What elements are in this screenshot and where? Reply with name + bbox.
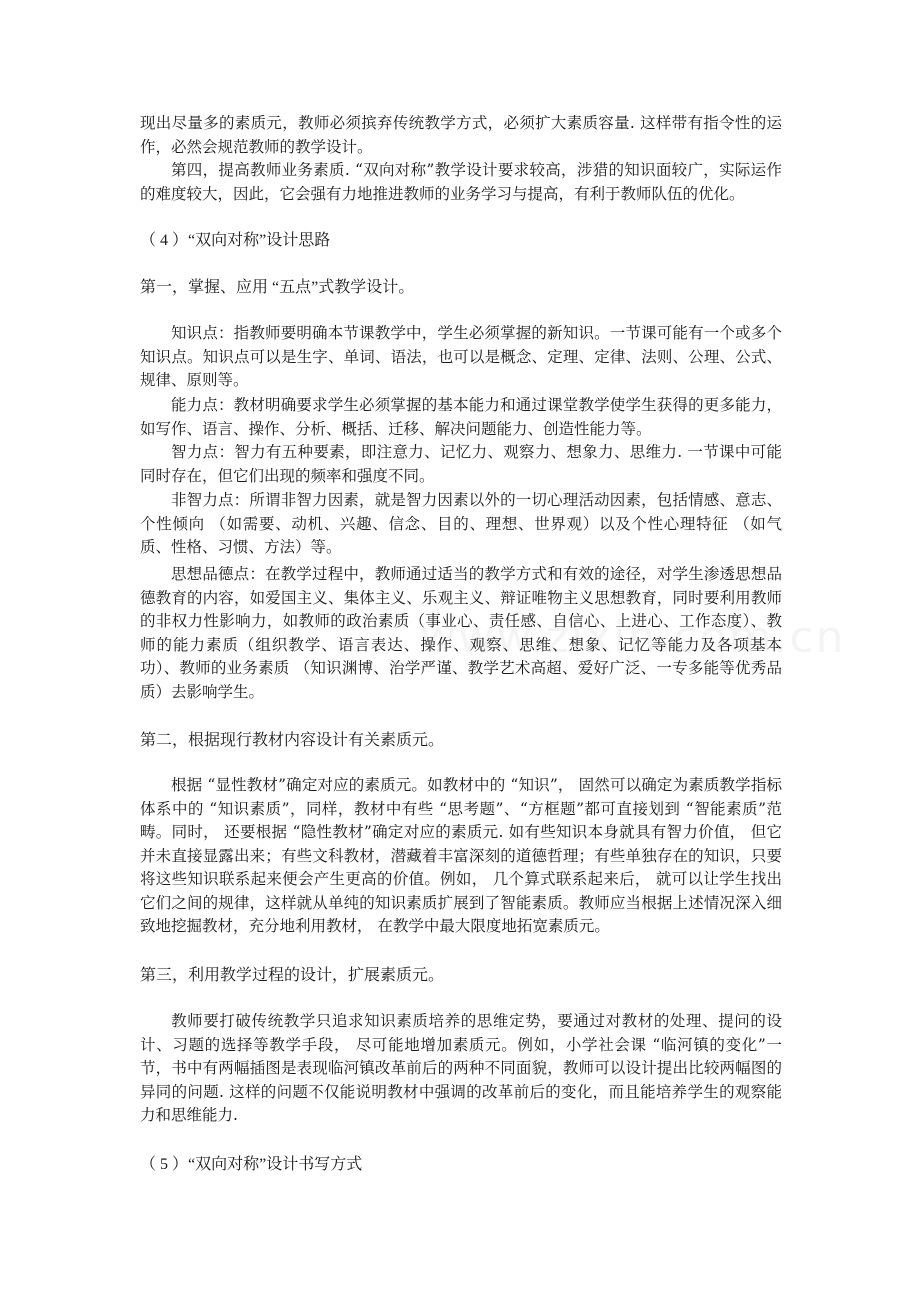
subheading-third: 第三，利用教学过程的设计，扩展素质元。 xyxy=(140,967,445,984)
paragraph-intellect-point: 智力点：智力有五种要素，即注意力、记忆力、观察力、想象力、思维力. 一节课中可能同时存在，但它们出现的频率和强度不同。 xyxy=(140,443,782,485)
section-heading-4: （ 4 ）“双向对称”设计思路 xyxy=(140,232,331,249)
paragraph-knowledge-point: 知识点：指教师要明确本节课教学中，学生必须掌握的新知识。一节课可能有一个或多个知识点。知识点可以是生字、单词、语法，也可以是概念、定理、定律、法则、公理、公式、规律、原则等。 xyxy=(140,324,782,389)
paragraph-nonintellect-point: 非智力点：所谓非智力因素，就是智力因素以外的一切心理活动因素，包括情感、意志、个性倾向 （如需要、动机、兴趣、信念、目的、理想、世界观）以及个性心理特征 （如气质、性格、习惯、方法）等。 xyxy=(140,491,782,556)
section-heading-5: （ 5 ）“双向对称”设计书写方式 xyxy=(140,1156,363,1173)
paragraph-ability-point: 能力点：教材明确要求学生必须掌握的基本能力和通过课堂教学使学生获得的更多能力，如写作、语言、操作、分析、概括、迁移、解决问题能力、创造性能力等。 xyxy=(140,396,782,438)
paragraph-second-body: 根据 “显性教材”确定对应的素质元。如教材中的 “知识”， 固然可以确定为素质教学指标体系中的 “知识素质”，同样，教材中有些 “思考题”、“方框题”都可直接划到 “智能素质”范畴。同时， 还要根据 “隐性教材”确定对应的素质元. 如有些知识本身就具有智力价值， 但它并未直接显露出来；有些文科教材，潜藏着丰富深刻的道德哲理；有些单独存在的知识，只要将这些知识联系起来便会产生更高的价值。例如， 几个算式联系起来后， 就可以让学生找出它们之间的规律，这样就从单纯的知识素质扩展到了智能素质。教师应当根据上述情况深入细致地挖掘教材，充分地利用教材， 在教学中最大限度地拓宽素质元。 xyxy=(140,776,782,935)
subheading-first: 第一，掌握、应用 “五点”式教学设计。 xyxy=(140,279,415,296)
paragraph-continuation: 现出尽量多的素质元，教师必须摈弃传统教学方式，必须扩大素质容量. 这样带有指令性的运作，必然会规范教师的教学设计。 xyxy=(140,114,782,156)
subheading-second: 第二，根据现行教材内容设计有关素质元。 xyxy=(140,732,445,749)
paragraph-moral-point: 思想品德点：在教学过程中，教师通过适当的教学方式和有效的途径，对学生渗透思想品德教育的内容，如爱国主义、集体主义、乐观主义、辩证唯物主义思想教育，同时要利用教师的非权力性影响力，如教师的政治素质（事业心、责任感、自信心、上进心、工作态度）、教师的能力素质（组织教学、语言表达、操作、观察、思维、想象、记忆等能力及各项基本功）、教师的业务素质 （知识渊博、治学严谨、教学艺术高超、爱好广泛、一专多能等优秀品质）去影响学生。 xyxy=(140,565,782,701)
paragraph-third-body: 教师要打破传统教学只追求知识素质培养的思维定势，要通过对教材的处理、提问的设计、习题的选择等教学手段， 尽可能地增加素质元。例如，小学社会课 “临河镇的变化”一节，书中有两幅插图是表现临河镇改革前后的两种不同面貌，教师可以设计提出比较两幅图的异同的问题. 这样的问题不仅能说明教材中强调的改革前后的变化，而且能培养学生的观察能力和思维能力. xyxy=(140,1012,782,1124)
paragraph-fourth: 第四，提高教师业务素质. “双向对称”教学设计要求较高，涉猎的知识面较广，实际运作的难度较大，因此，它会强有力地推进教师的业务学习与提高，有利于教师队伍的优化。 xyxy=(140,161,782,203)
